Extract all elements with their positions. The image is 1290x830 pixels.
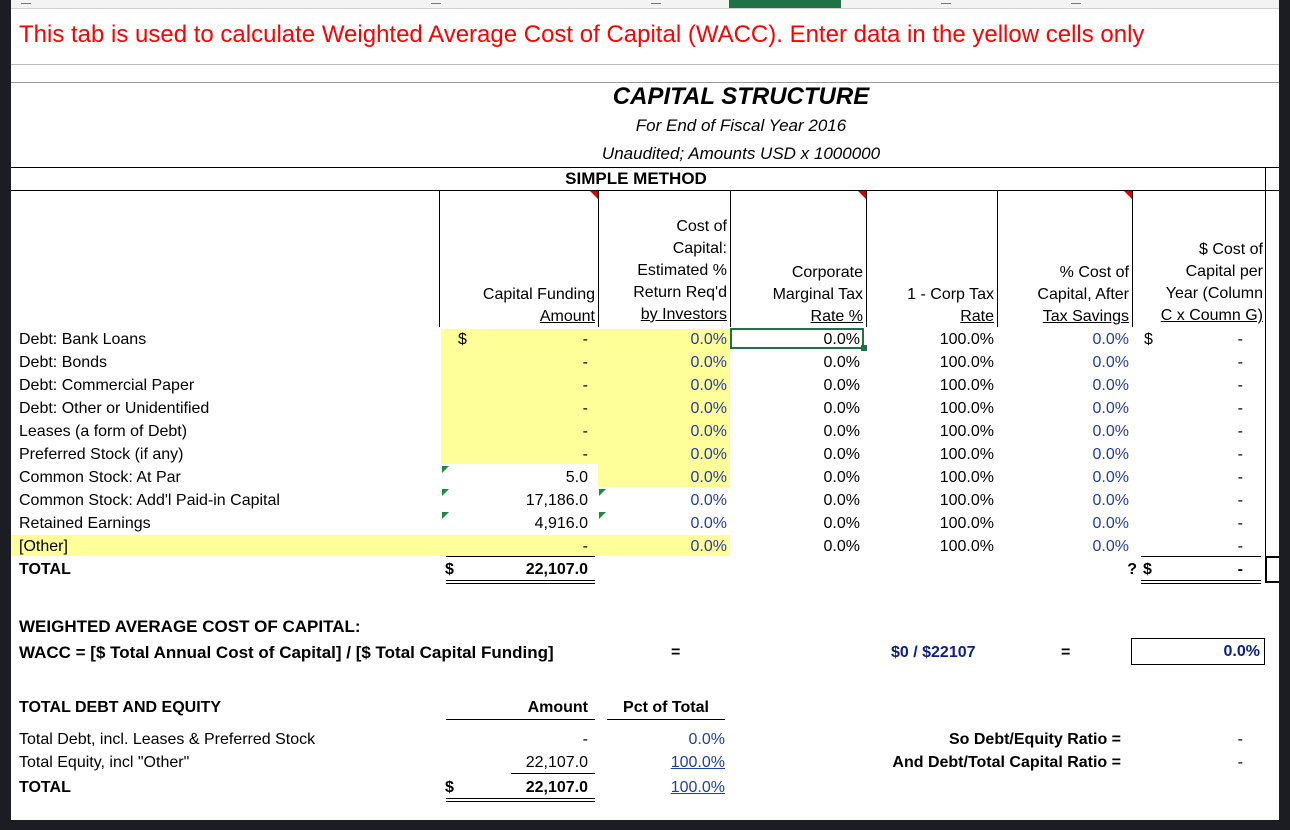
row-amount-currency: $ — [458, 331, 467, 348]
wacc-value: 0.0% — [1131, 638, 1265, 665]
dtc-ratio-value: - — [1237, 754, 1243, 771]
total-question: ? — [1127, 561, 1137, 578]
row-cost[interactable]: 0.0% — [690, 538, 727, 555]
row-dollar-cost: - — [1237, 469, 1243, 486]
instruction-text: This tab is used to calculate Weighted Average Cost of Capital (WACC). Enter data in the yellow cells only — [19, 21, 1145, 48]
row-amount[interactable]: 5.0 — [565, 469, 588, 486]
row-cost[interactable]: 0.0% — [690, 469, 727, 486]
total-equity-amount: 22,107.0 — [525, 754, 588, 771]
row-cost[interactable]: 0.0% — [690, 377, 727, 394]
total-equity-label: Total Equity, incl "Other" — [19, 754, 190, 771]
row-label: Preferred Stock (if any) — [19, 446, 184, 463]
row-after-tax: 0.0% — [1092, 515, 1129, 532]
row-one-minus-tax: 100.0% — [939, 423, 994, 440]
comment-indicator[interactable] — [1124, 191, 1132, 199]
row-after-tax: 0.0% — [1092, 446, 1129, 463]
row-dollar-cost: - — [1237, 538, 1243, 555]
fill-handle[interactable] — [861, 345, 867, 351]
row-one-minus-tax: 100.0% — [939, 331, 994, 348]
row-label: Retained Earnings — [19, 515, 151, 532]
row-cost[interactable]: 0.0% — [690, 492, 727, 509]
row-amount[interactable]: - — [582, 400, 588, 417]
total-label: TOTAL — [19, 561, 71, 578]
header-cost-of-capital: Cost of Capital: Estimated % Return Req'd by Investors — [633, 218, 727, 323]
error-indicator[interactable] — [599, 489, 606, 496]
row-label: Debt: Bank Loans — [19, 331, 147, 348]
selected-cell[interactable] — [730, 328, 864, 349]
row-dollar-cost: - — [1237, 423, 1243, 440]
row-one-minus-tax: 100.0% — [939, 538, 994, 555]
row-amount[interactable]: - — [582, 446, 588, 463]
row-tax: 0.0% — [823, 354, 860, 371]
header-one-minus-tax: 1 - Corp Tax Rate — [907, 286, 994, 325]
row-tax: 0.0% — [823, 492, 860, 509]
row-one-minus-tax: 100.0% — [939, 377, 994, 394]
comment-indicator[interactable] — [858, 191, 866, 199]
subtitle-fiscal-year: For End of Fiscal Year 2016 — [635, 116, 847, 135]
row-cost[interactable]: 0.0% — [690, 400, 727, 417]
row-cost[interactable]: 0.0% — [690, 331, 727, 348]
row-dollar-cost: - — [1237, 492, 1243, 509]
row-label: [Other] — [19, 538, 68, 555]
de-total-pct: 100.0% — [670, 779, 725, 796]
error-indicator[interactable] — [599, 512, 606, 519]
row-tax: 0.0% — [823, 331, 860, 348]
total-debt-label: Total Debt, incl. Leases & Preferred Stock — [19, 731, 316, 748]
row-after-tax: 0.0% — [1092, 538, 1129, 555]
row-amount[interactable]: - — [582, 354, 588, 371]
row-tax: 0.0% — [823, 377, 860, 394]
row-dollar-cost: - — [1237, 331, 1243, 348]
pct-header: Pct of Total — [623, 699, 709, 716]
row-tax: 0.0% — [823, 400, 860, 417]
row-label: Debt: Other or Unidentified — [19, 400, 210, 417]
row-amount[interactable]: 4,916.0 — [534, 515, 588, 532]
row-after-tax: 0.0% — [1092, 469, 1129, 486]
subtitle-units: Unaudited; Amounts USD x 1000000 — [601, 144, 881, 163]
row-after-tax: 0.0% — [1092, 377, 1129, 394]
row-amount[interactable]: - — [582, 423, 588, 440]
column-header-strip — [11, 0, 1279, 9]
row-after-tax: 0.0% — [1092, 492, 1129, 509]
row-label: Leases (a form of Debt) — [19, 423, 188, 440]
header-dollar-cost: $ Cost of Capital per Year (Column C x Coumn G) — [1160, 241, 1263, 324]
row-tax: 0.0% — [823, 469, 860, 486]
row-one-minus-tax: 100.0% — [939, 492, 994, 509]
spreadsheet — [11, 0, 1279, 820]
comment-indicator[interactable] — [590, 191, 598, 199]
row-dollar-currency: $ — [1144, 331, 1153, 348]
row-label: Debt: Commercial Paper — [19, 377, 195, 394]
row-amount[interactable]: - — [582, 331, 588, 348]
selected-column-indicator — [729, 0, 841, 8]
row-amount[interactable]: 17,186.0 — [525, 492, 588, 509]
total-debt-pct: 0.0% — [688, 731, 725, 748]
row-amount[interactable]: - — [582, 377, 588, 394]
row-dollar-cost: - — [1237, 354, 1243, 371]
row-label: Common Stock: Add'l Paid-in Capital — [19, 492, 280, 509]
row-cost[interactable]: 0.0% — [690, 446, 727, 463]
debt-equity-heading: TOTAL DEBT AND EQUITY — [19, 699, 222, 716]
row-label: Common Stock: At Par — [19, 469, 181, 486]
row-dollar-cost: - — [1237, 515, 1243, 532]
wacc-equals-2: = — [1061, 644, 1071, 661]
de-total-label: TOTAL — [19, 779, 71, 796]
wacc-equals-1: = — [671, 644, 681, 661]
row-after-tax: 0.0% — [1092, 331, 1129, 348]
wacc-ratio: $0 / $22107 — [891, 644, 976, 661]
row-one-minus-tax: 100.0% — [939, 446, 994, 463]
row-after-tax: 0.0% — [1092, 400, 1129, 417]
total-currency: $ — [445, 561, 454, 578]
header-marginal-tax: Corporate Marginal Tax Rate % — [772, 264, 863, 325]
row-one-minus-tax: 100.0% — [939, 354, 994, 371]
amount-header: Amount — [527, 699, 588, 716]
header-capital-funding: Capital Funding Amount — [482, 286, 595, 325]
wacc-heading: WEIGHTED AVERAGE COST OF CAPITAL: — [19, 617, 361, 636]
row-one-minus-tax: 100.0% — [939, 469, 994, 486]
error-indicator[interactable] — [442, 512, 449, 519]
row-tax: 0.0% — [823, 423, 860, 440]
row-cost[interactable]: 0.0% — [690, 354, 727, 371]
row-dollar-cost: - — [1237, 400, 1243, 417]
row-cost[interactable]: 0.0% — [690, 515, 727, 532]
row-tax: 0.0% — [823, 446, 860, 463]
de-ratio-value: - — [1237, 731, 1243, 748]
row-tax: 0.0% — [823, 515, 860, 532]
row-cost[interactable]: 0.0% — [690, 423, 727, 440]
de-total-amount: 22,107.0 — [525, 779, 588, 796]
row-tax: 0.0% — [823, 538, 860, 555]
de-ratio-label: So Debt/Equity Ratio = — [948, 731, 1121, 748]
row-label: Debt: Bonds — [19, 354, 108, 371]
error-indicator[interactable] — [442, 466, 449, 473]
de-total-currency: $ — [445, 779, 454, 796]
method-label: SIMPLE METHOD — [565, 169, 707, 188]
wacc-formula: WACC = [$ Total Annual Cost of Capital] / [$ Total Capital Funding] — [19, 643, 554, 662]
error-indicator[interactable] — [442, 489, 449, 496]
row-dollar-cost: - — [1237, 377, 1243, 394]
row-after-tax: 0.0% — [1092, 423, 1129, 440]
page-title: CAPITAL STRUCTURE — [612, 83, 870, 110]
row-one-minus-tax: 100.0% — [939, 400, 994, 417]
row-after-tax: 0.0% — [1092, 354, 1129, 371]
total-equity-pct: 100.0% — [670, 754, 725, 771]
row-one-minus-tax: 100.0% — [939, 515, 994, 532]
row-dollar-cost: - — [1237, 446, 1243, 463]
total-dollar: - — [1237, 561, 1243, 578]
total-debt-amount: - — [582, 731, 588, 748]
row-amount[interactable]: - — [582, 538, 588, 555]
header-after-tax-cost: % Cost of Capital, After Tax Savings — [1037, 264, 1129, 325]
cell-border — [1265, 556, 1279, 583]
dtc-ratio-label: And Debt/Total Capital Ratio = — [892, 754, 1121, 771]
total-dollar-currency: $ — [1143, 561, 1152, 578]
total-amount: 22,107.0 — [525, 561, 588, 578]
